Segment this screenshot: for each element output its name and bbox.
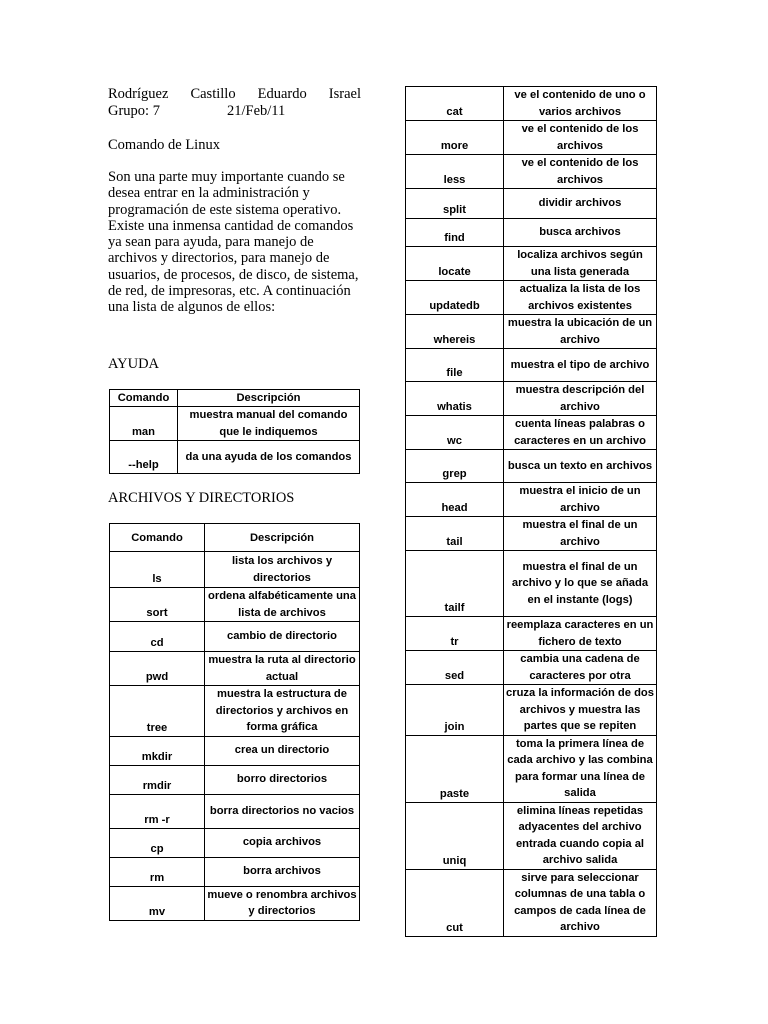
command-cell: wc <box>406 416 504 450</box>
table-row <box>406 416 657 450</box>
description-cell: muestra el final de un archivo y lo que se añada en el instante (logs) <box>504 551 657 617</box>
table-row <box>406 483 657 517</box>
description-cell: muestra el inicio de un archivo <box>504 483 657 517</box>
description-cell: muestra manual del comando que le indiquemos <box>178 407 360 441</box>
command-cell: less <box>406 155 504 189</box>
command-cell: rm -r <box>110 794 205 828</box>
table-row <box>406 281 657 315</box>
table-row <box>406 685 657 736</box>
table-header-row <box>110 524 360 552</box>
description-cell: ve el contenido de uno o varios archivos <box>504 87 657 121</box>
description-cell: actualiza la lista de los archivos existentes <box>504 281 657 315</box>
table-row <box>110 652 360 686</box>
command-cell: uniq <box>406 802 504 869</box>
command-cell: cp <box>110 828 205 857</box>
description-cell: mueve o renombra archivos y directorios <box>205 886 360 920</box>
description-cell: cambio de directorio <box>205 622 360 652</box>
command-cell: more <box>406 121 504 155</box>
table-row <box>406 87 657 121</box>
table-row <box>110 686 360 737</box>
command-cell: rmdir <box>110 765 205 794</box>
description-cell: muestra la ruta al directorio actual <box>205 652 360 686</box>
command-cell: tr <box>406 617 504 651</box>
command-cell: ls <box>110 552 205 588</box>
table-row <box>406 802 657 869</box>
command-cell: cat <box>406 87 504 121</box>
table-row <box>406 517 657 551</box>
table-row <box>406 450 657 483</box>
author-line <box>108 86 361 103</box>
description-cell: toma la primera línea de cada archivo y las combina para formar una línea de salida <box>504 735 657 802</box>
table-header-row <box>110 390 360 407</box>
description-cell: elimina líneas repetidas adyacentes del archivo entrada cuando copia al archivo salida <box>504 802 657 869</box>
table-row <box>110 552 360 588</box>
intro-paragraph: Son una parte muy importante cuando se desea entrar en la administración y programación de este sistema operativo. Existe una inmensa cantidad de comandos ya sean para ayuda, para manejo de archivos y directorios, para manejo de usuarios, de procesos, de disco, de sistema, de red, de impresoras, etc. A continuación una lista de algunos de ellos: <box>108 169 359 316</box>
command-cell: head <box>406 483 504 517</box>
commands-table-right <box>405 86 657 937</box>
column-header-command: Comando <box>110 524 205 552</box>
command-cell: file <box>406 349 504 382</box>
table-row <box>110 407 360 441</box>
table-row <box>406 617 657 651</box>
command-cell: updatedb <box>406 281 504 315</box>
command-cell: mkdir <box>110 736 205 765</box>
author-first-name: Rodríguez <box>108 86 169 102</box>
description-cell: borra archivos <box>205 857 360 886</box>
table-row <box>406 155 657 189</box>
command-cell: join <box>406 685 504 736</box>
description-cell: busca un texto en archivos <box>504 450 657 483</box>
table-row <box>406 219 657 247</box>
table-row <box>110 765 360 794</box>
command-cell: tailf <box>406 551 504 617</box>
command-cell: locate <box>406 247 504 281</box>
description-cell: da una ayuda de los comandos <box>178 441 360 474</box>
command-cell: tail <box>406 517 504 551</box>
description-cell: muestra descripción del archivo <box>504 382 657 416</box>
ayuda-table <box>109 389 360 474</box>
table-row <box>110 886 360 920</box>
description-cell: ordena alfabéticamente una lista de archivos <box>205 588 360 622</box>
table-row <box>110 622 360 652</box>
table-row <box>406 247 657 281</box>
description-cell: ve el contenido de los archivos <box>504 155 657 189</box>
description-cell: lista los archivos y directorios <box>205 552 360 588</box>
command-cell: sort <box>110 588 205 622</box>
table-row <box>406 551 657 617</box>
description-cell: muestra la estructura de directorios y archivos en forma gráfica <box>205 686 360 737</box>
table-row <box>406 189 657 219</box>
description-cell: sirve para seleccionar columnas de una tabla o campos de cada línea de archivo <box>504 869 657 936</box>
command-cell: man <box>110 407 178 441</box>
description-cell: cambia una cadena de caracteres por otra <box>504 651 657 685</box>
archivos-table <box>109 523 360 921</box>
description-cell: muestra el tipo de archivo <box>504 349 657 382</box>
table-row <box>406 735 657 802</box>
command-cell: find <box>406 219 504 247</box>
description-cell: cruza la información de dos archivos y muestra las partes que se repiten <box>504 685 657 736</box>
column-header-command: Comando <box>110 390 178 407</box>
description-cell: localiza archivos según una lista generada <box>504 247 657 281</box>
description-cell: ve el contenido de los archivos <box>504 121 657 155</box>
table-row <box>406 349 657 382</box>
description-cell: borro directorios <box>205 765 360 794</box>
column-header-description: Descripción <box>178 390 360 407</box>
table-row <box>406 382 657 416</box>
command-cell: --help <box>110 441 178 474</box>
command-cell: mv <box>110 886 205 920</box>
command-cell: tree <box>110 686 205 737</box>
command-cell: sed <box>406 651 504 685</box>
author-last-name-2: Eduardo <box>257 86 307 102</box>
command-cell: whatis <box>406 382 504 416</box>
table-row <box>110 588 360 622</box>
command-cell: grep <box>406 450 504 483</box>
table-row <box>110 794 360 828</box>
command-cell: cut <box>406 869 504 936</box>
author-last-name-3: Israel <box>328 86 361 102</box>
group-label: Grupo: 7 <box>108 103 160 119</box>
description-cell: muestra la ubicación de un archivo <box>504 315 657 349</box>
description-cell: muestra el final de un archivo <box>504 517 657 551</box>
table-row <box>406 869 657 936</box>
command-cell: pwd <box>110 652 205 686</box>
description-cell: busca archivos <box>504 219 657 247</box>
table-row <box>406 121 657 155</box>
column-header-description: Descripción <box>205 524 360 552</box>
command-cell: cd <box>110 622 205 652</box>
table-row <box>110 736 360 765</box>
description-cell: cuenta líneas palabras o caracteres en un archivo <box>504 416 657 450</box>
table-row <box>110 828 360 857</box>
document-title: Comando de Linux <box>108 137 220 153</box>
description-cell: dividir archivos <box>504 189 657 219</box>
table-row <box>110 441 360 474</box>
table-row <box>406 315 657 349</box>
section-heading-ayuda: AYUDA <box>108 356 160 372</box>
description-cell: reemplaza caracteres en un fichero de texto <box>504 617 657 651</box>
table-row <box>110 857 360 886</box>
date-label: 21/Feb/11 <box>227 103 286 119</box>
description-cell: crea un directorio <box>205 736 360 765</box>
table-row <box>406 651 657 685</box>
command-cell: paste <box>406 735 504 802</box>
description-cell: borra directorios no vacios <box>205 794 360 828</box>
command-cell: whereis <box>406 315 504 349</box>
command-cell: split <box>406 189 504 219</box>
command-cell: rm <box>110 857 205 886</box>
description-cell: copia archivos <box>205 828 360 857</box>
section-heading-archivos: ARCHIVOS Y DIRECTORIOS <box>108 490 295 506</box>
author-last-name-1: Castillo <box>190 86 236 102</box>
